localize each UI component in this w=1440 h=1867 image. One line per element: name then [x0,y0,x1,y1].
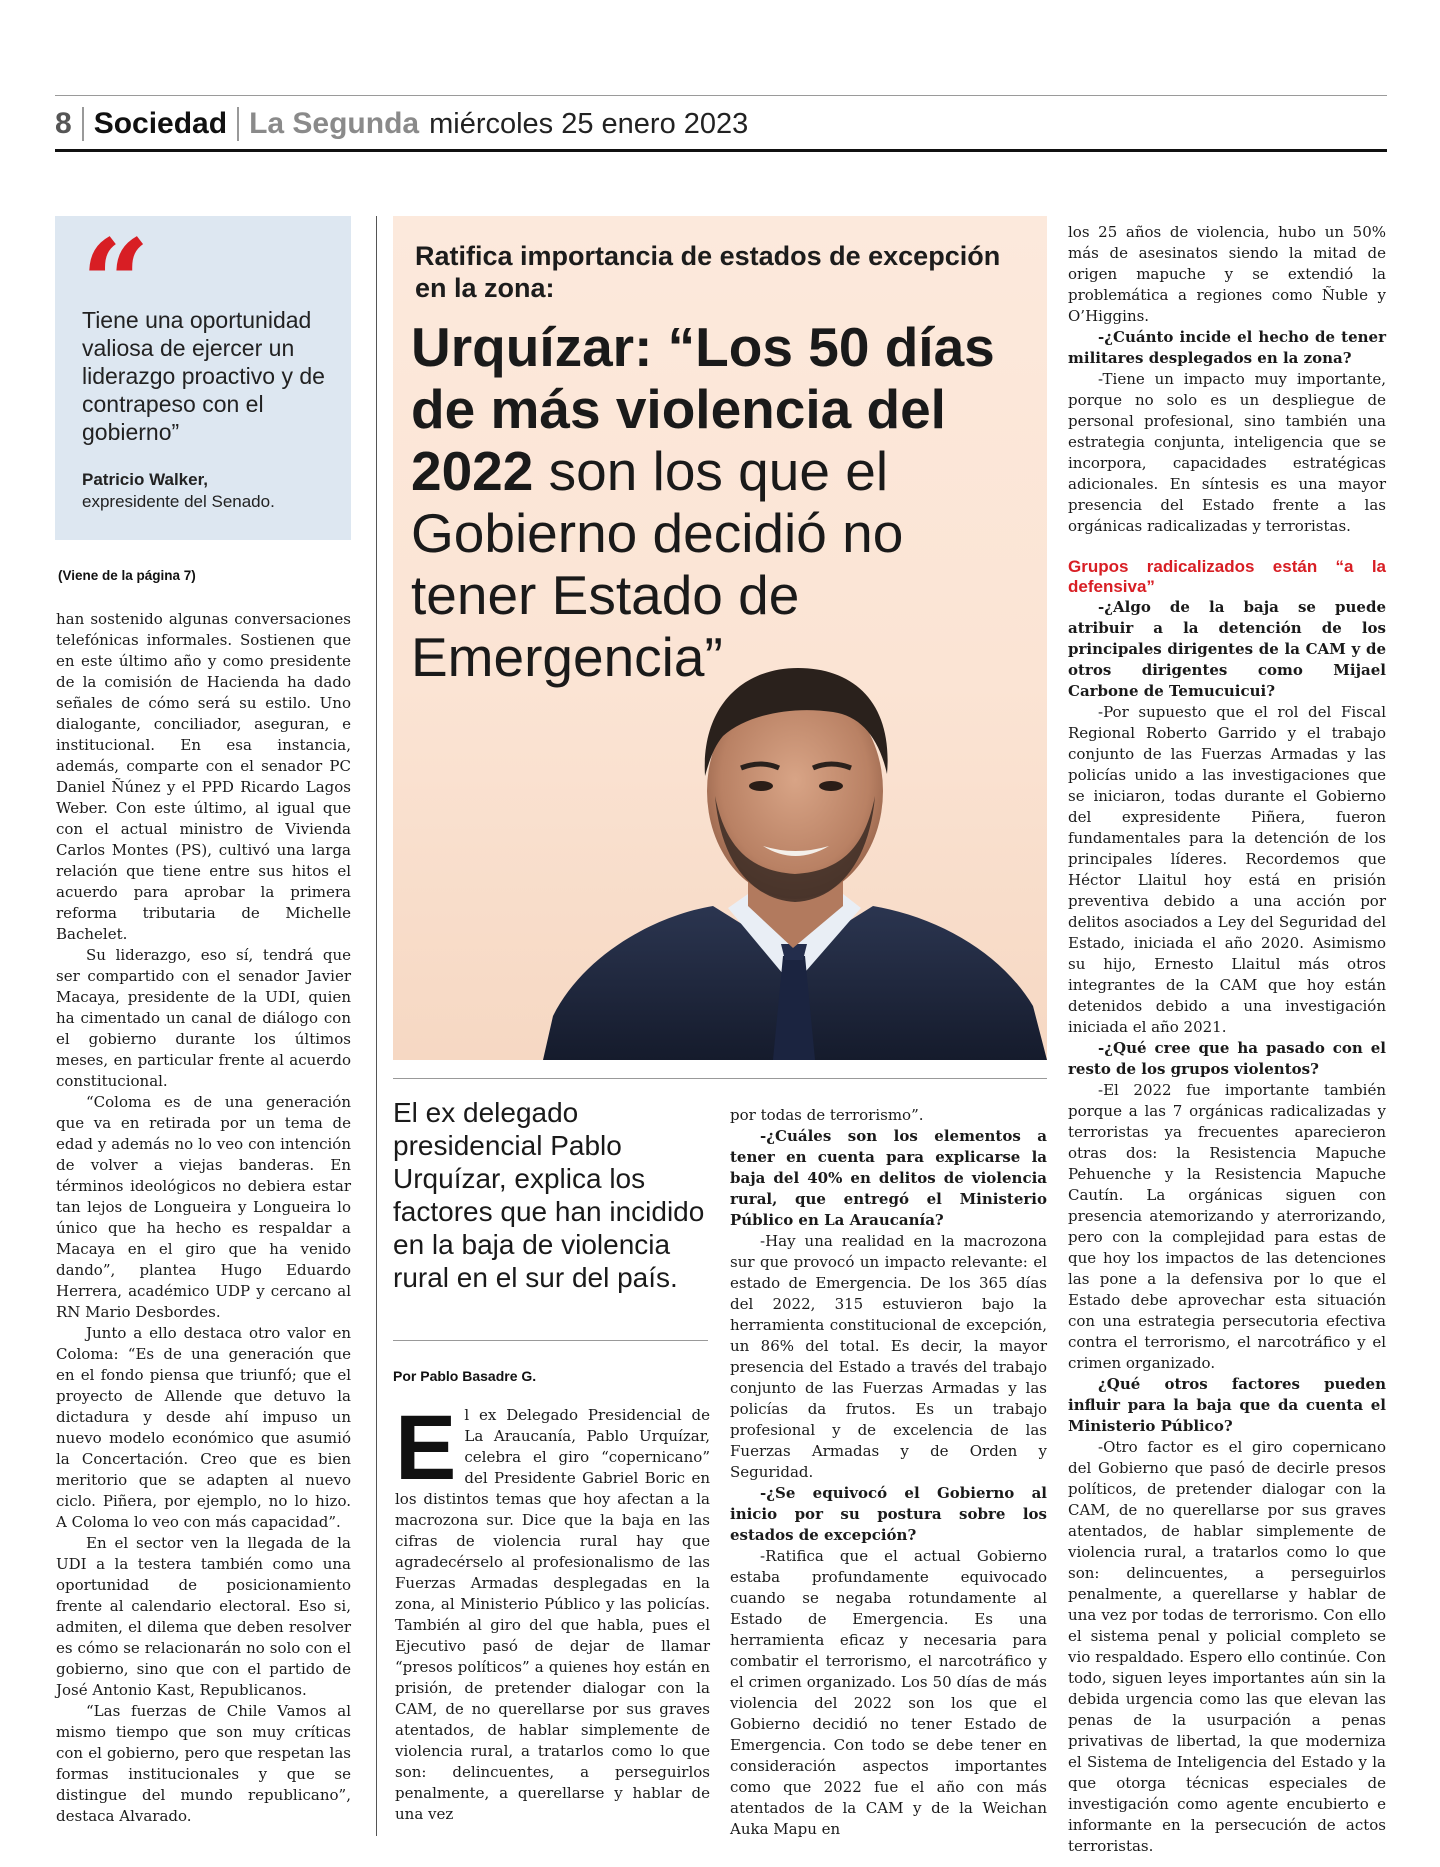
pull-quote-author: Patricio Walker, [82,470,208,489]
paragraph: Junto a ello destaca otro valor en Coloma: “Es de una generación que en el fondo piensa que triunfó; que el proyecto de Allende que detuvo la dictadura y desde ahí impuso un nuevo modelo económico que asumió la Concertación. Creo que es bien meritorio que se adapten al nuevo ciclo. Piñera, por ejemplo, no lo hizo. A Coloma lo veo con más capacidad”. [56,1324,351,1531]
interview-answer: -Otro factor es el giro copernicano del Gobierno que pasó de decirle presos políticos, de pretender dialogar con la CAM, de no querellarse por sus graves atentados, de hablar simplemente de violencia rural, a tratarlos como lo que son: delincuentes, a perseguirlos penalmente, a querellarse y hablar de una vez por todas de terrorismo. Con ello el sistema penal y policial completo se vio respaldado. Espero ello continúe. Con todo, siguen leyes importantes aún sin la debida urgencia como las que elevan las penas de la usurpación a penas privativas de libertad, la que moderniza el Sistema de Inteligencia del Estado y la que otorga técnicas especiales de investigación como agente encubierto e informante en la persecución de actos terroristas. [1068,1438,1386,1855]
interview-question: ¿Qué otros factores pueden influir para la baja que da cuenta el Ministerio Público? [1068,1375,1386,1435]
spacer [1068,537,1386,557]
pull-quote-box [55,213,351,540]
header-divider [237,107,239,141]
hero-panel [393,216,1047,1060]
paragraph: “Las fuerzas de Chile Vamos al mismo tiempo que son muy críticas con el gobierno, pero que respetan las formas institucionales y que se distingue del mundo republicano”, destaca Alvarado. [56,1702,351,1825]
paragraph: por todas de terrorismo”. [730,1106,924,1124]
article-column-4 [1068,222,1386,1857]
interview-question: -¿Cuánto incide el hecho de tener militares desplegados en la zona? [1068,328,1386,367]
headline-regular: son los que el Gobierno decidió no tener Estado de Emergencia” [411,440,904,688]
paragraph: “Coloma es de una generación que va en retirada por un tema de edad y además no lo veo con intención de volver a viejas banderas. En términos ideológicos no debiera estar tan lejos de Longueira y Longueira lo único que ha hecho es respaldar a Macaya en el giro que ha venido dando”, plantea Hugo Eduardo Herrera, académico UDP y cercano al RN Mario Desbordes. [56,1093,351,1321]
paragraph: Su liderazgo, eso sí, tendrá que ser compartido con el senador Javier Macaya, presidente de la UDI, quien ha cimentado un canal de diálogo con el gobierno durante los últimos meses, en particular frente al acuerdo constitucional. [56,946,351,1090]
header-top-rule [55,95,1387,96]
interview-answer: -Por supuesto que el rol del Fiscal Regional Roberto Garrido y el trabajo conjunto de las Fuerzas Armadas y las policías unido a las investigaciones que se iniciaron, todas durante el Gobierno del expresidente Piñera, fueron fundamentales para la detención de los principales líderes. Recordemos que Héctor Llaitul hoy está en prisión preventiva debido a una acción por delitos asociados a Ley del Seguridad del Estado, iniciada el año 2020. Asimismo su hijo, Ernesto Llaitul más otros integrantes de la CAM que hoy están detenidos debido a una investigación iniciada el año 2021. [1068,703,1386,1036]
headline-kicker: Ratifica importancia de estados de excepción en la zona: [415,241,1001,303]
pull-quote-text: Tiene una oportunidad valiosa de ejercer un liderazgo proactivo y de contrapeso con el gobierno” [82,307,325,445]
article-column-3 [730,1105,1047,1840]
paragraph: han sostenido algunas conversaciones telefónicas informales. Sostienen que en este último año y como presidente de la comisión de Hacienda ha dado señales de cómo será su estilo. Uno dialogante, conciliador, aseguran, e institucional. En esa instancia, además, comparte con el senador PC Daniel Ñúnez y el PPD Ricardo Lagos Weber. Con este último, al igual que con el actual ministro de Vivienda Carlos Montes (PS), cultivó una larga relación que tiene entre sus hitos el acuerdo para aprobar la primera reforma tributaria de Michelle Bachelet. [56,610,351,943]
interview-question: -¿Qué cree que ha pasado con el resto de los grupos violentos? [1068,1039,1386,1078]
header-divider [82,107,84,141]
section-rule [393,1078,1047,1079]
page-number: 8 [55,107,72,140]
article-column-1 [56,609,351,1827]
issue-date: miércoles 25 enero 2023 [429,107,749,140]
paragraph: En el sector ven la llegada de la UDI a la testera también como una oportunidad de posicionamiento frente al calendario electoral. Eso si, admiten, el dilema que deben resolver es cómo se relacionarán no solo con el gobierno, sino que con el partido de José Antonio Kast, Republicanos. [56,1534,351,1699]
article-deck: El ex delegado presidencial Pablo Urquízar, explica los factores que han incidido en la baja de violencia rural en el sur del país. [393,1097,705,1293]
subheading: Grupos radicalizados están “a la defensiva” [1068,557,1386,596]
pull-quote-role: expresidente del Senado. [82,492,275,511]
interview-question: -¿Algo de la baja se puede atribuir a la detención de los principales dirigentes de la CAM y de otros dirigentes como Mijael Carbone de Temucuicui? [1068,598,1386,700]
header-bottom-rule [55,149,1387,152]
interview-answer: -Hay una realidad en la macrozona sur que provocó un impacto relevante: el estado de Emergencia. De los 365 días del 2022, 315 estuvieron bajo la herramienta constitucional de excepción, un 86% del total. Es decir, la mayor presencia del Estado a través del trabajo conjunto de las Fuerzas Armadas y las policías da frutos. Es un trabajo profesional y de excelencia de las Fuerzas Armadas y de Orden y Seguridad. [730,1232,1047,1481]
interview-question: -¿Se equivocó el Gobierno al inicio por su postura sobre los estados de excepción? [730,1484,1047,1544]
interview-answer: -Tiene un impacto muy importante, porque no solo es un despliegue de personal profesional, sino también una estrategia conjunta, inteligencia que se incorpora, capacidades estratégicas adicionales. En síntesis es una mayor presencia del Estado frente a las orgánicas radicalizadas y terroristas. [1068,370,1386,535]
headline [411,316,1031,688]
paragraph: los 25 años de violencia, hubo un 50% más de asesinatos siendo la mitad de origen mapuche y se extendió la problemática a regiones como Ñuble y O’Higgins. [1068,223,1386,325]
lead-paragraph: l ex Delegado Presidencial de La Araucanía, Pablo Urquízar, celebra el giro “copernicano” del Presidente Gabriel Boric en los distintos temas que hoy afectan a la macrozona sur. Dice que la baja en las cifras de violencia rural hay que agradecérselo al profesionalismo de las Fuerzas Armadas desplegadas en la zona, al Ministerio Público y las policías. También al giro del que habla, pues el Ejecutivo pasó de dejar de llamar “presos políticos” a quienes hoy están en prisión, de pretender dialogar con la CAM, de no querellarse por sus graves atentados, de hablar simplemente de violencia rural, a tratarlos como lo que son: delincuentes, a perseguirlos penalmente, a querellarse y hablar de una vez [395,1406,710,1823]
byline-rule [393,1340,708,1341]
portrait-photo [543,656,1047,1060]
interview-question: -¿Cuáles son los elementos a tener en cuenta para explicarse la baja del 40% en delitos de violencia rural, que entregó el Ministerio Público en La Araucanía? [730,1127,1047,1229]
article-column-2 [395,1397,710,1825]
interview-answer: -El 2022 fue importante también porque a las 7 orgánicas radicalizadas y terroristas ya frecuentes aparecieron otras dos: la Resistencia Mapuche Pehuenche y la Resistencia Mapuche Cautín. La orgánicas siguen con presencia atemorizando y aterrorizando, pero con la complejidad para estas de que hoy los impactos de las detenciones las pone a la defensiva por lo que el Estado debe aprovechar esta situación con una estrategia persecutoria efectiva contra el terrorismo, el narcotráfico y el crimen organizado. [1068,1081,1386,1372]
page-header [55,98,748,150]
publication-name: La Segunda [249,107,420,140]
drop-cap: E [395,1397,457,1499]
section-name: Sociedad [93,107,228,140]
continued-from-label: (Viene de la página 7) [58,568,196,583]
interview-answer: -Ratifica que el actual Gobierno estaba profundamente equivocado cuando se negaba rotundamente al Estado de Emergencia. Es una herramienta eficaz y necesaria para combatir el terrorismo, el narcotráfico y el crimen organizado. Los 50 días de más violencia del 2022 son los que el Gobierno decidió no tener Estado de Emergencia. Con todo se debe tener en consideración aspectos importantes como que 2022 fue el año con más atentados de la CAM y de la Weichan Auka Mapu en [730,1547,1047,1838]
quote-mark-icon: “ [81,213,151,354]
column-divider [376,216,377,1836]
byline: Por Pablo Basadre G. [393,1368,537,1384]
headline-bold: Urquízar: “Los 50 días de más violencia del 2022 [411,316,995,502]
